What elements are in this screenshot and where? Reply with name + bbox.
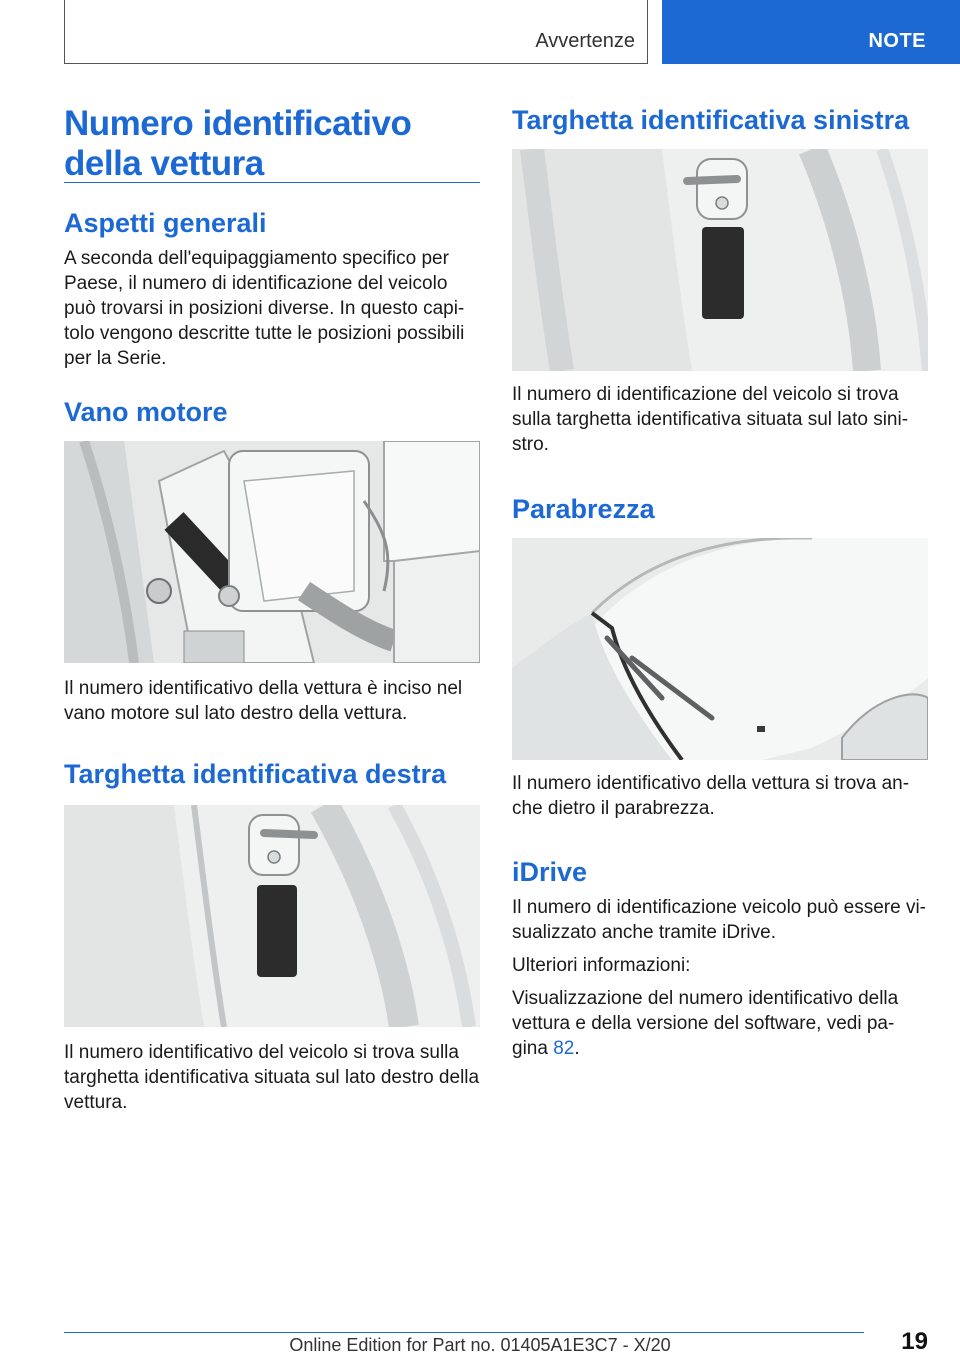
heading-windshield: Parabrezza <box>512 494 655 524</box>
reference-text: Visualizzazione del numero identificativo della vettura e della versione del software, vedi pa-gina <box>512 988 899 1059</box>
header-section-box <box>64 0 648 64</box>
footer-rule <box>64 1332 864 1333</box>
text-reference <box>512 986 928 1061</box>
text-left-plate: Il numero di identificazione del veicolo si trova sulla targhetta identificativa situata sul lato sini-stro. <box>512 384 909 455</box>
header-section-title: Avvertenze <box>535 30 635 52</box>
text-general: A seconda dell'equipaggiamento specifico per Paese, il numero di identificazione del veicolo può trovarsi in posizioni diverse. In questo capi-tolo vengono descritte tutte le posizioni possibili per la Serie. <box>64 248 465 369</box>
header-tab-note[interactable] <box>662 0 960 64</box>
heading-left-plate: Targhetta identificativa sinistra <box>512 105 910 135</box>
heading-general: Aspetti generali <box>64 208 267 238</box>
heading-right-plate: Targhetta identificativa destra <box>64 759 447 789</box>
right-plate-image <box>64 805 480 1027</box>
heading-idrive: iDrive <box>512 857 588 887</box>
text-more-info: Ulteriori informazioni: <box>512 955 691 976</box>
heading-engine-bay: Vano motore <box>64 397 228 427</box>
text-windshield: Il numero identificativo della vettura si trova an-che dietro il parabrezza. <box>512 773 910 819</box>
left-plate-image <box>512 149 928 371</box>
text-engine-bay: Il numero identificativo della vettura è inciso nel vano motore sul lato destro della vettura. <box>64 678 463 724</box>
header-tab-label: NOTE <box>868 30 926 52</box>
text-idrive: Il numero di identificazione veicolo può essere vi-sualizzato anche tramite iDrive. <box>512 897 926 943</box>
title-rule <box>64 182 480 183</box>
engine-bay-image <box>64 441 480 663</box>
footer-edition: Online Edition for Part no. 01405A1E3C7 - X/20 <box>289 1335 671 1355</box>
page-title: Numero identificativo della vettura <box>64 104 412 183</box>
windshield-image <box>512 538 928 760</box>
page-number: 19 <box>901 1328 928 1355</box>
page-reference-link[interactable]: 82 <box>553 1038 575 1059</box>
reference-end: . <box>574 1038 580 1059</box>
text-right-plate: Il numero identificativo del veicolo si trova sulla targhetta identificativa situata sul lato destro della vettura. <box>64 1042 480 1113</box>
